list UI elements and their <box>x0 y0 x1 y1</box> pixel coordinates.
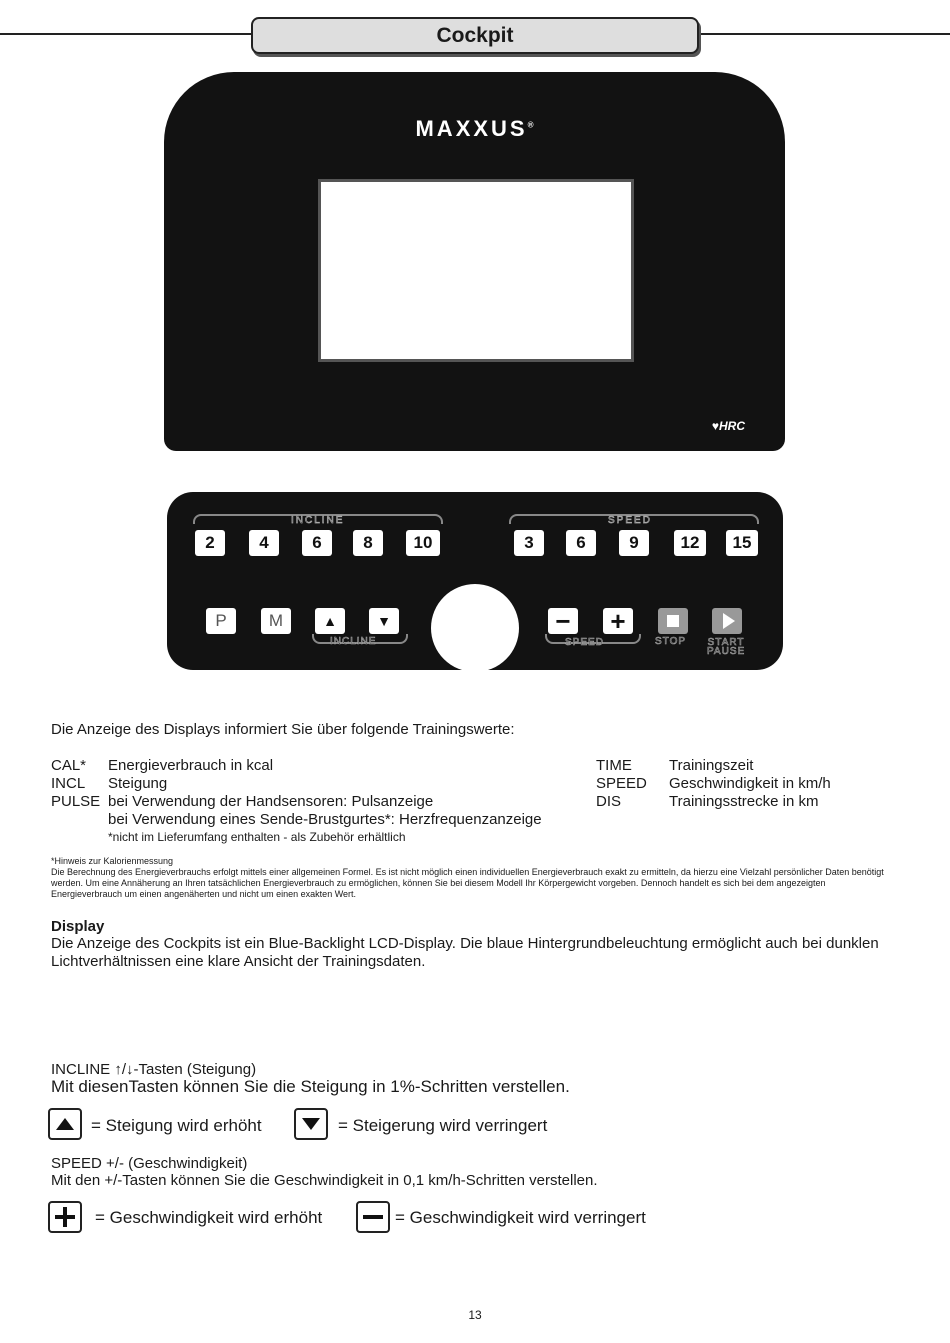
lcd-screen <box>318 179 634 362</box>
value-key-cal: CAL* <box>51 757 87 774</box>
pulse-note: *nicht im Lieferumfang enthalten - als Zubehör erhältlich <box>108 830 406 844</box>
display-heading: Display <box>51 918 105 935</box>
header-rule-left <box>0 33 252 35</box>
speed-text: Mit den +/-Tasten können Sie die Geschwindigkeit in 0,1 km/h-Schritten verstellen. <box>51 1172 598 1189</box>
incline-text: Mit diesenTasten können Sie die Steigung in 1%-Schritten verstellen. <box>51 1077 570 1096</box>
plus-icon <box>55 1207 75 1227</box>
incline-down-icon-box <box>294 1108 328 1140</box>
start-pause-key[interactable] <box>712 608 742 634</box>
stop-icon <box>667 615 679 627</box>
program-key[interactable]: P <box>206 608 236 634</box>
incline-key-10[interactable]: 10 <box>406 530 440 556</box>
speed-key-12[interactable]: 12 <box>674 530 706 556</box>
incline-key-6[interactable]: 6 <box>302 530 332 556</box>
keypad-notch <box>431 584 519 672</box>
value-desc-pulse-2: bei Verwendung eines Sende-Brustgurtes*: Herzfrequenzanzeige <box>108 811 542 828</box>
calorie-note-title: *Hinweis zur Kalorienmessung <box>51 856 174 866</box>
hrc-logo: ♥HRC <box>711 419 745 433</box>
value-desc-dis: Trainingsstrecke in km <box>669 793 819 810</box>
value-key-dis: DIS <box>596 793 622 810</box>
arrow-up-icon <box>56 1118 74 1130</box>
keypad-panel <box>167 492 783 670</box>
speed-bottom-label: SPEED <box>565 637 604 648</box>
value-desc-pulse: bei Verwendung der Handsensoren: Pulsanzeige <box>108 793 434 810</box>
incline-key-2[interactable]: 2 <box>195 530 225 556</box>
page-title: Cockpit <box>251 17 699 54</box>
speed-plus-icon-box <box>48 1201 82 1233</box>
value-key-pulse: PULSE <box>51 793 101 810</box>
speed-key-6[interactable]: 6 <box>566 530 596 556</box>
calorie-note: Die Berechnung des Energieverbrauchs erfolgt mittels einer allgemeinen Formel. Es ist nicht möglich einen individuellen Energieverbrauch exakt zu ermitteln, da hierzu eine Vielzahl persönlicher Daten benötigt werden. Um eine Annäherung an Ihren tatsächlichen Energieverbrauch zu ermöglichen, können Sie bei diesem Modell Ihr Körpergewicht vorgeben. Dennoch handelt es sich bei dem angezeigten Energieverbrauch um einen angenäherten und nicht um einen exakten Wert. <box>51 867 884 899</box>
speed-key-3[interactable]: 3 <box>514 530 544 556</box>
value-desc-time: Trainingszeit <box>669 757 754 774</box>
value-desc-incl: Steigung <box>108 775 168 792</box>
speed-minus-icon-box <box>356 1201 390 1233</box>
pause-label: PAUSE <box>707 646 746 657</box>
header-rule-right <box>697 33 950 35</box>
incline-bottom-label: INCLINE <box>330 636 377 647</box>
value-desc-speed: Geschwindigkeit in km/h <box>669 775 831 792</box>
value-key-time: TIME <box>596 757 632 774</box>
value-key-speed: SPEED <box>596 775 647 792</box>
minus-icon <box>363 1215 383 1219</box>
play-icon <box>723 613 735 629</box>
incline-key-4[interactable]: 4 <box>249 530 279 556</box>
page-number: 13 <box>468 1308 482 1322</box>
arrow-down-icon <box>302 1118 320 1130</box>
start-pause-label <box>707 638 745 656</box>
incline-up-caption: = Steigung wird erhöht <box>91 1116 262 1135</box>
incline-down-key[interactable]: ▼ <box>369 608 399 634</box>
speed-key-9[interactable]: 9 <box>619 530 649 556</box>
speed-group-label: SPEED <box>608 515 652 526</box>
mode-key[interactable]: M <box>261 608 291 634</box>
incline-up-key[interactable]: ▲ <box>315 608 345 634</box>
stop-key[interactable] <box>658 608 688 634</box>
speed-minus-caption: = Geschwindigkeit wird verringert <box>395 1208 646 1227</box>
incline-down-caption: = Steigerung wird verringert <box>338 1116 548 1135</box>
console-display-panel <box>164 72 785 451</box>
incline-key-8[interactable]: 8 <box>353 530 383 556</box>
speed-key-15[interactable]: 15 <box>726 530 758 556</box>
intro-text: Die Anzeige des Displays informiert Sie über folgende Trainingswerte: <box>51 721 515 738</box>
incline-up-icon-box <box>48 1108 82 1140</box>
speed-plus-key[interactable]: + <box>603 608 633 634</box>
incline-group-label: INCLINE <box>291 515 345 526</box>
value-key-incl: INCL <box>51 775 86 792</box>
display-text: Die Anzeige des Cockpits ist ein Blue-Backlight LCD-Display. Die blaue Hintergrundbeleuchtung ermöglicht auch bei dunklen Lichtverhältnissen eine klare Ansicht der Trainingsdaten. <box>51 935 879 970</box>
stop-label: STOP <box>655 636 687 647</box>
maxxus-logo: MAXXUS® <box>415 116 534 141</box>
speed-plus-caption: = Geschwindigkeit wird erhöht <box>95 1208 323 1227</box>
incline-heading: INCLINE ↑/↓-Tasten (Steigung) <box>51 1061 257 1078</box>
value-desc-cal: Energieverbrauch in kcal <box>108 757 274 774</box>
speed-minus-key[interactable]: − <box>548 608 578 634</box>
start-label: START <box>707 637 745 648</box>
speed-heading: SPEED +/- (Geschwindigkeit) <box>51 1155 248 1172</box>
